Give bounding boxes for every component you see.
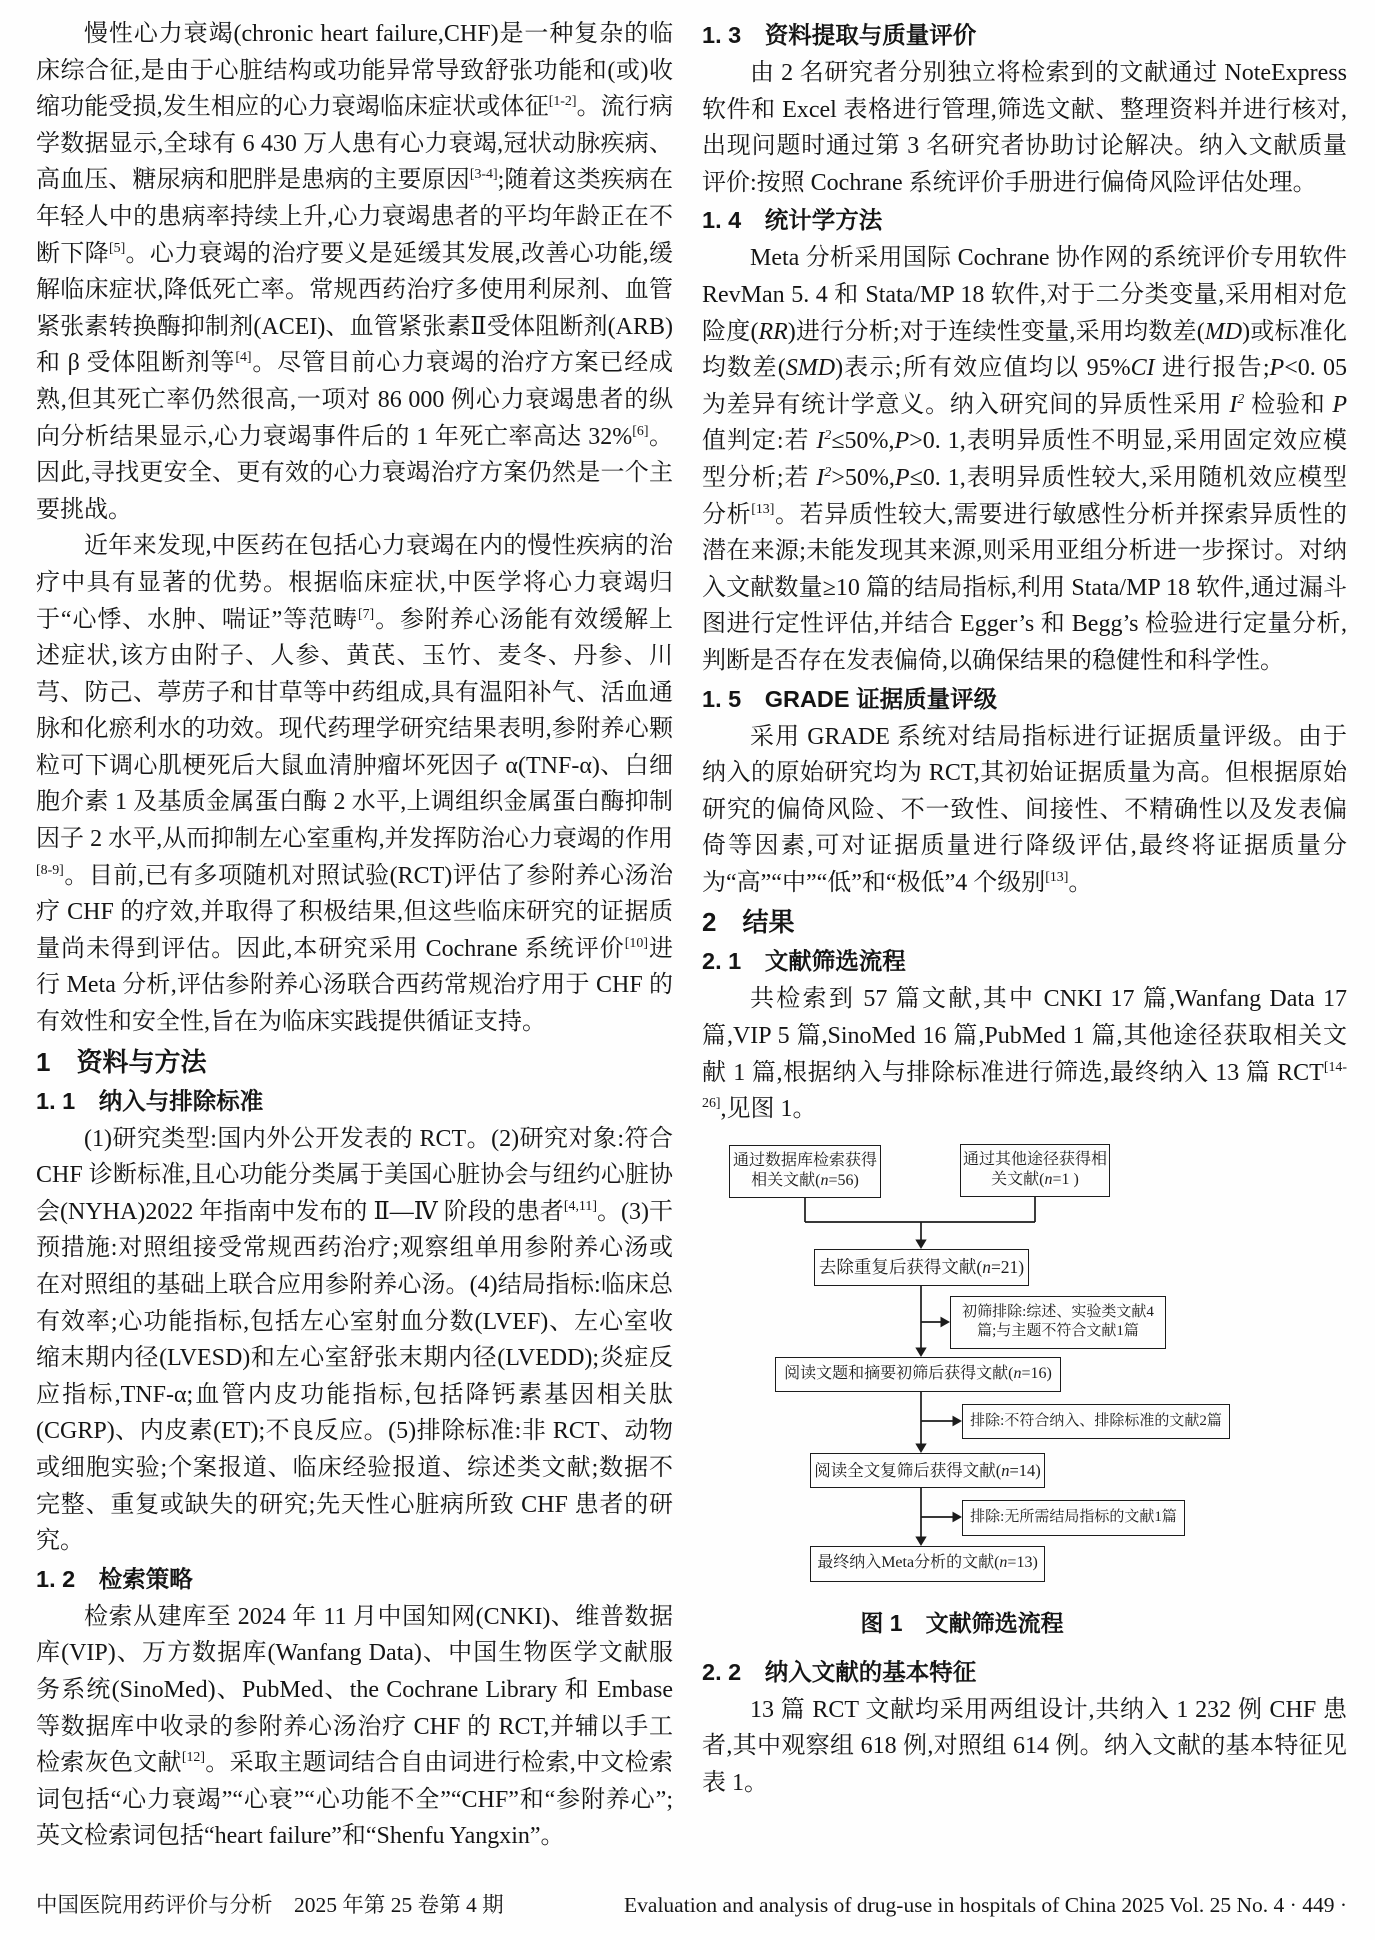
statistical-methods-paragraph: Meta 分析采用国际 Cochrane 协作网的系统评价专用软件 RevMan 5. 4 和 Stata/MP 18 软件,对于二分类变量,采用相对危险度(RR)进行分析;对于连续性变量,采用均数差(MD)或标准化均数差(SMD)表示;所有效应值均以 95%CI 进行报告;P<0. 05 为差异有统计学意义。纳入研究间的异质性采用 $I^2$ 检验和 P 值判定:若 $I^2\le 50\%,P>0$. 1,表明异质性不明显,采用固定效应模型分析;若 $I^2>50\%,P\le 0$. 1,表明异质性较大,采用随机效应模型分析[13]。若异质性较大,需要进行敏感性分析并探索异质性的潜在来源;未能发现其来源,则采用亚组分析进一步探讨。对纳入文献数量≥10 篇的结局指标,利用 Stata/MP 18 软件,通过漏斗图进行定性评估,并结合 Egger’s 和 Begg’s 检验进行定量分析,判断是否存在发表偏倚,以确保结果的稳健性和科学性。	[702, 245, 1348, 674]
flowchart-box-database-search	[729, 1145, 881, 1198]
section-1-3-heading: 1. 3 资料提取与质量评价	[702, 22, 977, 48]
flowchart-box-deduplicated	[814, 1249, 1029, 1286]
inclusion-exclusion-paragraph: (1)研究类型:国内外公开发表的 RCT。(2)研究对象:符合 CHF 诊断标准,且心功能分类属于美国心脏协会与纽约心脏协会(NYHA)2022 年指南中发布的 Ⅱ—Ⅳ 阶段的患者[4,11]。(3)干预措施:对照组接受常规西药治疗;观察组单用参附养心汤或在对照组的基础上联合应用参附养心汤。(4)结局指标:临床总有效率;心功能指标,包括左心室射血分数(LVEF)、左心室收缩末期内径(LVESD)和左心室舒张末期内径(LVEDD);炎症反应指标,TNF-α;血管内皮功能指标,包括降钙素基因相关肽(CGRP)、内皮素(ET);不良反应。(5)排除标准:非 RCT、动物或细胞实验;个案报道、临床经验报道、综述类文献;数据不完整、重复或缺失的研究;先天性心脏病所致 CHF 患者的研究。	[36, 1125, 673, 1555]
flowchart-box-title-abstract-screened-label: 阅读文题和摘要初筛后获得文献(n=16)	[784, 1364, 1052, 1382]
flowchart-box-exclusion-criteria	[962, 1404, 1230, 1439]
intro-paragraph-2: 近年来发现,中医药在包括心力衰竭在内的慢性疾病的治疗中具有显著的优势。根据临床症状,中医学将心力衰竭归于“心悸、水肿、喘证”等范畴[7]。参附养心汤能有效缓解上述症状,该方由附子、人参、黄芪、玉竹、麦冬、丹参、川芎、防己、葶苈子和甘草等中药组成,具有温阳补气、活血通脉和化瘀利水的功效。现代药理学研究结果表明,参附养心颗粒可下调心肌梗死后大鼠血清肿瘤坏死因子 α(TNF-α)、白细胞介素 1 及基质金属蛋白酶 2 水平,上调组织金属蛋白酶抑制因子 2 水平,从而抑制左心室重构,并发挥防治心力衰竭的作用[8-9]。目前,已有多项随机对照试验(RCT)评估了参附养心汤治疗 CHF 的疗效,并取得了积极结果,但这些临床研究的证据质量尚未得到评估。因此,本研究采用 Cochrane 系统评价[10]进行 Meta 分析,评估参附养心汤联合西药常规治疗用于 CHF 的有效性和安全性,旨在为临床实践提供循证支持。	[36, 533, 674, 1036]
flowchart-box-fulltext-screened	[810, 1453, 1045, 1488]
flowchart-box-no-outcome-exclusion-label: 排除:无所需结局指标的文献1篇	[970, 1509, 1177, 1526]
flowchart-box-exclusion-criteria-label: 排除:不符合纳入、排除标准的文献2篇	[970, 1412, 1222, 1429]
section-1-2-heading: 1. 2 检索策略	[36, 1565, 193, 1592]
section-2-1-heading: 2. 1 文献筛选流程	[702, 948, 906, 975]
flowchart-box-initial-exclusion-label: 初筛排除:综述、实验类文献4篇;与主题不符合文献1篇	[962, 1303, 1154, 1340]
flowchart-box-fulltext-screened-label: 阅读全文复筛后获得文献(n=14)	[814, 1460, 1041, 1480]
section-1-heading: 1 资料与方法	[36, 1046, 207, 1077]
footer-journal-name-en: Evaluation and analysis of drug-use in hospitals of China 2025 Vol. 25 No. 4 · 449 ·	[624, 1893, 1347, 1917]
flowchart-box-other-sources-label: 通过其他途径获得相关文献(n=1 )	[963, 1150, 1108, 1189]
flowchart-box-deduplicated-label: 去除重复后获得文献(n=21)	[818, 1256, 1025, 1277]
figure1-caption: 图 1 文献筛选流程	[860, 1609, 1064, 1636]
flowchart-box-no-outcome-exclusion	[962, 1500, 1185, 1536]
section-2-2-heading: 2. 2 纳入文献的基本特征	[702, 1658, 977, 1685]
flowchart-box-other-sources	[960, 1144, 1110, 1197]
search-strategy-paragraph: 检索从建库至 2024 年 11 月中国知网(CNKI)、维普数据库(VIP)、万方数据库(Wanfang Data)、中国生物医学文献服务系统(SinoMed)、PubMed、the Cochrane Library 和 Embase 等数据库中收录的参附养心汤治疗 CHF 的 RCT,并辅以手工检索灰色文献[12]。采取主题词结合自由词进行检索,中文检索词包括“心力衰竭”“心衰”“心功能不全”“CHF”和“参附养心”;英文检索词包括“heart failure”和“Shenfu Yangxin”。	[36, 1603, 674, 1850]
flowchart-box-database-search-label: 通过数据库检索获得相关文献(n=56)	[732, 1151, 877, 1190]
section-1-4-heading: 1. 4 统计学方法	[702, 207, 883, 234]
footer-journal-name-cn: 中国医院用药评价与分析 2025 年第 25 卷第 4 期	[36, 1893, 504, 1917]
section-2-heading: 2 结果	[702, 907, 795, 938]
flowchart-box-final-included	[810, 1546, 1045, 1582]
right-column	[702, 16, 1347, 1802]
section-1-1-heading: 1. 1 纳入与排除标准	[36, 1087, 264, 1114]
flowchart-box-title-abstract-screened	[775, 1357, 1061, 1392]
section-1-5-heading: 1. 5 GRADE 证据质量评级	[702, 685, 998, 712]
grade-paragraph: 采用 GRADE 系统对结局指标进行证据质量评级。由于纳入的原始研究均为 RCT,其初始证据质量为高。但根据原始研究的偏倚风险、不一致性、间接性、不精确性以及发表偏倚等因素,可对证据质量进行降级评估,最终将证据质量分为“高”“中”“低”和“极低”4 个级别[13]。	[702, 723, 1347, 896]
left-column	[36, 16, 673, 1855]
screening-paragraph: 共检索到 57 篇文献,其中 CNKI 17 篇,Wanfang Data 17 篇,VIP 5 篇,SinoMed 16 篇,PubMed 1 篇,其他途径获取相关文献 1 篇,根据纳入与排除标准进行筛选,最终纳入 13 篇 RCT[14-26],见图 1。	[702, 986, 1347, 1123]
intro-paragraph-1: 慢性心力衰竭(chronic heart failure,CHF)是一种复杂的临床综合征,是由于心脏结构或功能异常导致舒张功能和(或)收缩功能受损,发生相应的心力衰竭临床症状或体征[1-2]。流行病学数据显示,全球有 6 430 万人患有心力衰竭,冠状动脉疾病、高血压、糖尿病和肥胖是患病的主要原因[3-4];随着这类疾病在年轻人中的患病率持续上升,心力衰竭患者的平均年龄正在不断下降[5]。心力衰竭的治疗要义是延缓其发展,改善心功能,缓解临床症状,降低死亡率。常规西药治疗多使用利尿剂、血管紧张素转换酶抑制剂(ACEI)、血管紧张素Ⅱ受体阻断剂(ARB)和 β 受体阻断剂等[4]。尽管目前心力衰竭的治疗方案已经成熟,但其死亡率仍然很高,一项对 86 000 例心力衰竭患者的纵向分析结果显示,心力衰竭事件后的 1 年死亡率高达 32%[6]。因此,寻找更安全、更有效的心力衰竭治疗方案仍然是一个主要挑战。	[36, 21, 674, 523]
characteristics-paragraph: 13 篇 RCT 文献均采用两组设计,共纳入 1 232 例 CHF 患者,其中观察组 618 例,对照组 614 例。纳入文献的基本特征见表 1。	[702, 1696, 1347, 1797]
flowchart-box-final-included-label: 最终纳入Meta分析的文献(n=13)	[817, 1554, 1038, 1572]
flowchart-box-initial-exclusion	[950, 1296, 1166, 1349]
figure1-flowchart	[702, 1140, 1347, 1590]
data-extraction-paragraph: 由 2 名研究者分别独立将检索到的文献通过 NoteExpress 软件和 Excel 表格进行管理,筛选文献、整理资料并进行核对,出现问题时通过第 3 名研究者协助讨论解决。纳入文献质量评价:按照 Cochrane 系统评价手册进行偏倚风险评估处理。	[702, 60, 1347, 196]
page-footer	[36, 1890, 1347, 1920]
